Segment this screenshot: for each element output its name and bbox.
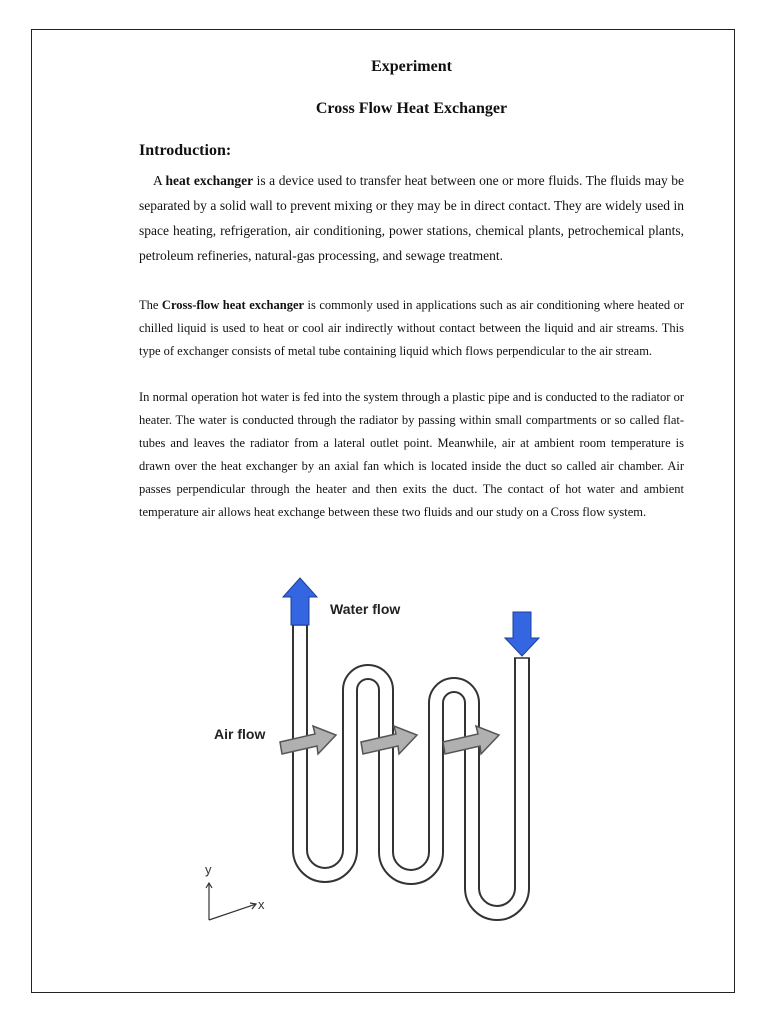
paragraph-2-text-b: is commonly used in applications such as air conditioning where heated or chilled liquid is used to heat or cool air indirectly without contact between the liquid and air streams. This type of exchanger consists of metal tube containing liquid which flows perpendicular to the air stream. [139,298,684,358]
water-up-arrow-icon [283,578,317,625]
axis-y-label: y [205,862,212,877]
document-title: Experiment [371,58,452,75]
axis-x-label: x [258,897,265,912]
section-heading: Introduction: [139,142,232,159]
water-flow-label: Water flow [330,601,401,617]
heat-exchanger-figure [190,570,570,930]
paragraph-2-text-a: The [139,298,162,312]
paragraph-1-text-b: is a device used to transfer heat between one or more fluids. The fluids may be separated by a solid wall to prevent mixing or they may be in direct contact. They are widely used in space heating, refrigeration, air conditioning, power stations, chemical plants, petrochemical plants, petroleum refineries, natural-gas processing, and sewage treatment. [139,173,684,263]
paragraph-1-bold: heat exchanger [165,173,254,188]
paragraph-2 [139,294,684,363]
document-subtitle: Cross Flow Heat Exchanger [315,100,508,117]
air-flow-label: Air flow [214,726,266,742]
heat-exchanger-diagram [190,570,570,930]
paragraph-1 [139,168,684,268]
paragraph-3: In normal operation hot water is fed into the system through a plastic pipe and is conducted to the radiator or heater. The water is conducted through the radiator by passing within small compartments or so called flat- tubes and leaves the radiator from a lateral outlet point. Meanwhile, air at ambient room temperature is drawn over the heat exchanger by an axial fan which is located inside the duct so called air chamber. Air passes perpendicular through the heater and then exits the duct. The contact of hot water and ambient temperature air allows heat exchange between these two fluids and our study on a Cross flow system. [139,390,684,519]
water-down-arrow-icon [505,612,539,656]
paragraph-1-text-a: A [153,173,166,188]
paragraph-2-bold: Cross-flow heat exchanger [161,298,305,312]
xy-axes-icon [205,862,265,920]
